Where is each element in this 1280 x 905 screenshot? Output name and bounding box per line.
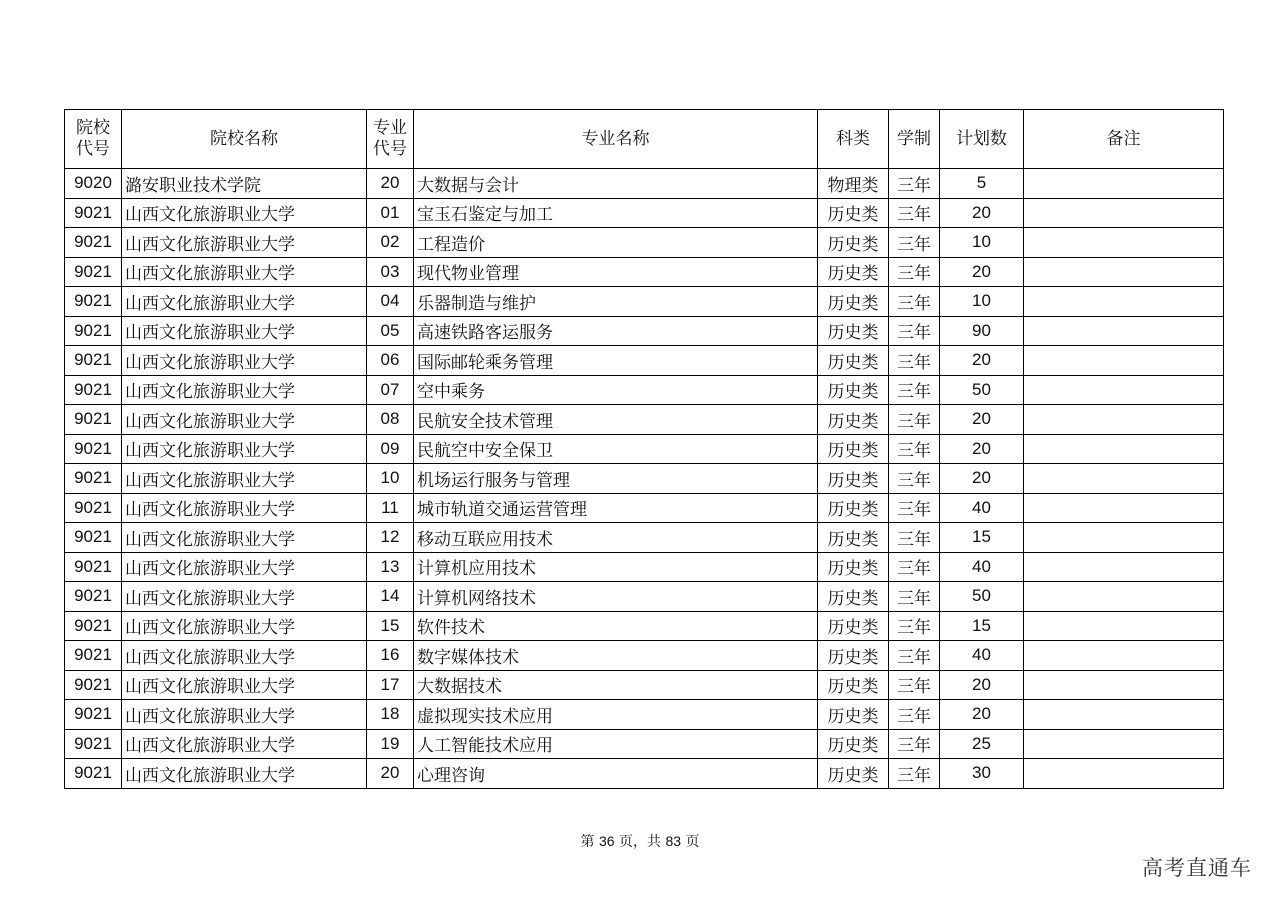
cell-remark (1024, 552, 1224, 582)
cell-major-name: 乐器制造与维护 (414, 287, 818, 317)
table-row (65, 552, 1224, 582)
cell-major-code: 16 (367, 641, 414, 671)
cell-school-code: 9021 (65, 729, 122, 759)
cell-remark (1024, 611, 1224, 641)
cell-plan: 30 (940, 759, 1024, 789)
cell-school-code: 9021 (65, 523, 122, 553)
cell-major-name: 城市轨道交通运营管理 (414, 493, 818, 523)
cell-major-name: 民航安全技术管理 (414, 405, 818, 435)
cell-duration: 三年 (889, 346, 940, 376)
cell-plan: 20 (940, 434, 1024, 464)
cell-major-name: 高速铁路客运服务 (414, 316, 818, 346)
cell-school-code: 9021 (65, 700, 122, 730)
header-remark: 备注 (1024, 110, 1224, 169)
cell-major-code: 17 (367, 670, 414, 700)
cell-major-code: 02 (367, 228, 414, 258)
footer-middle: 页，共 (614, 834, 666, 850)
cell-school-code: 9021 (65, 611, 122, 641)
cell-plan: 20 (940, 670, 1024, 700)
cell-major-name: 机场运行服务与管理 (414, 464, 818, 494)
cell-major-name: 软件技术 (414, 611, 818, 641)
cell-school-name: 山西文化旅游职业大学 (122, 670, 367, 700)
cell-category: 历史类 (818, 405, 889, 435)
cell-duration: 三年 (889, 287, 940, 317)
header-school-code: 院校 代号 (65, 110, 122, 169)
table-row (65, 169, 1224, 199)
cell-major-code: 15 (367, 611, 414, 641)
cell-school-code: 9021 (65, 464, 122, 494)
cell-major-code: 06 (367, 346, 414, 376)
cell-school-name: 山西文化旅游职业大学 (122, 729, 367, 759)
cell-remark (1024, 582, 1224, 612)
header-major-code: 专业 代号 (367, 110, 414, 169)
cell-remark (1024, 257, 1224, 287)
cell-major-code: 08 (367, 405, 414, 435)
footer-total-pages: 83 (665, 833, 682, 849)
cell-duration: 三年 (889, 641, 940, 671)
cell-category: 历史类 (818, 316, 889, 346)
cell-plan: 20 (940, 700, 1024, 730)
cell-school-code: 9021 (65, 434, 122, 464)
header-duration: 学制 (889, 110, 940, 169)
cell-school-name: 山西文化旅游职业大学 (122, 405, 367, 435)
cell-school-code: 9021 (65, 198, 122, 228)
cell-school-name: 山西文化旅游职业大学 (122, 464, 367, 494)
cell-duration: 三年 (889, 552, 940, 582)
table-body (65, 169, 1224, 789)
cell-plan: 50 (940, 582, 1024, 612)
cell-category: 历史类 (818, 611, 889, 641)
cell-duration: 三年 (889, 405, 940, 435)
table-row (65, 228, 1224, 258)
cell-school-name: 潞安职业技术学院 (122, 169, 367, 199)
cell-school-name: 山西文化旅游职业大学 (122, 198, 367, 228)
cell-remark (1024, 169, 1224, 199)
cell-category: 历史类 (818, 228, 889, 258)
cell-category: 历史类 (818, 729, 889, 759)
cell-remark (1024, 405, 1224, 435)
cell-duration: 三年 (889, 493, 940, 523)
cell-duration: 三年 (889, 257, 940, 287)
cell-school-code: 9021 (65, 375, 122, 405)
cell-remark (1024, 434, 1224, 464)
cell-major-name: 人工智能技术应用 (414, 729, 818, 759)
table-row (65, 405, 1224, 435)
cell-school-code: 9021 (65, 641, 122, 671)
cell-category: 历史类 (818, 198, 889, 228)
table-row (65, 198, 1224, 228)
cell-remark (1024, 641, 1224, 671)
cell-category: 历史类 (818, 700, 889, 730)
cell-category: 历史类 (818, 670, 889, 700)
cell-duration: 三年 (889, 700, 940, 730)
table-header-row (65, 110, 1224, 169)
cell-major-code: 09 (367, 434, 414, 464)
cell-plan: 50 (940, 375, 1024, 405)
cell-school-code: 9021 (65, 257, 122, 287)
cell-remark (1024, 493, 1224, 523)
table-row (65, 759, 1224, 789)
cell-duration: 三年 (889, 670, 940, 700)
cell-duration: 三年 (889, 316, 940, 346)
cell-school-code: 9021 (65, 316, 122, 346)
cell-category: 历史类 (818, 493, 889, 523)
cell-school-name: 山西文化旅游职业大学 (122, 316, 367, 346)
table-row (65, 346, 1224, 376)
cell-major-code: 20 (367, 759, 414, 789)
cell-major-name: 虚拟现实技术应用 (414, 700, 818, 730)
cell-remark (1024, 198, 1224, 228)
cell-school-code: 9021 (65, 759, 122, 789)
cell-duration: 三年 (889, 611, 940, 641)
cell-remark (1024, 375, 1224, 405)
cell-school-code: 9021 (65, 287, 122, 317)
cell-plan: 40 (940, 641, 1024, 671)
cell-remark (1024, 346, 1224, 376)
cell-school-code: 9021 (65, 346, 122, 376)
cell-category: 历史类 (818, 287, 889, 317)
cell-major-name: 民航空中安全保卫 (414, 434, 818, 464)
cell-school-code: 9021 (65, 582, 122, 612)
cell-major-code: 11 (367, 493, 414, 523)
table-row (65, 611, 1224, 641)
cell-plan: 15 (940, 611, 1024, 641)
cell-major-name: 工程造价 (414, 228, 818, 258)
cell-school-name: 山西文化旅游职业大学 (122, 641, 367, 671)
header-major-name: 专业名称 (414, 110, 818, 169)
cell-major-code: 04 (367, 287, 414, 317)
cell-major-code: 14 (367, 582, 414, 612)
cell-remark (1024, 729, 1224, 759)
cell-school-name: 山西文化旅游职业大学 (122, 346, 367, 376)
table-row (65, 257, 1224, 287)
cell-plan: 5 (940, 169, 1024, 199)
cell-major-code: 07 (367, 375, 414, 405)
table-row (65, 375, 1224, 405)
cell-major-name: 空中乘务 (414, 375, 818, 405)
cell-school-name: 山西文化旅游职业大学 (122, 552, 367, 582)
cell-remark (1024, 287, 1224, 317)
table-row (65, 670, 1224, 700)
table-row (65, 729, 1224, 759)
cell-major-code: 12 (367, 523, 414, 553)
cell-category: 历史类 (818, 434, 889, 464)
cell-school-code: 9020 (65, 169, 122, 199)
table-row (65, 700, 1224, 730)
table-row (65, 641, 1224, 671)
cell-major-name: 国际邮轮乘务管理 (414, 346, 818, 376)
table-row (65, 316, 1224, 346)
header-category: 科类 (818, 110, 889, 169)
enrollment-plan-table (64, 109, 1224, 789)
cell-duration: 三年 (889, 523, 940, 553)
cell-category: 物理类 (818, 169, 889, 199)
cell-school-name: 山西文化旅游职业大学 (122, 257, 367, 287)
page-footer (0, 831, 1280, 851)
cell-duration: 三年 (889, 759, 940, 789)
cell-category: 历史类 (818, 346, 889, 376)
cell-duration: 三年 (889, 729, 940, 759)
cell-category: 历史类 (818, 582, 889, 612)
cell-category: 历史类 (818, 641, 889, 671)
cell-category: 历史类 (818, 464, 889, 494)
cell-school-name: 山西文化旅游职业大学 (122, 228, 367, 258)
cell-remark (1024, 670, 1224, 700)
cell-major-name: 计算机网络技术 (414, 582, 818, 612)
cell-plan: 20 (940, 257, 1024, 287)
cell-major-code: 18 (367, 700, 414, 730)
table-row (65, 464, 1224, 494)
cell-duration: 三年 (889, 434, 940, 464)
cell-major-name: 宝玉石鉴定与加工 (414, 198, 818, 228)
cell-school-code: 9021 (65, 670, 122, 700)
cell-major-code: 05 (367, 316, 414, 346)
header-plan: 计划数 (940, 110, 1024, 169)
cell-plan: 10 (940, 287, 1024, 317)
cell-major-name: 移动互联应用技术 (414, 523, 818, 553)
cell-major-code: 01 (367, 198, 414, 228)
cell-school-code: 9021 (65, 228, 122, 258)
cell-major-code: 19 (367, 729, 414, 759)
cell-plan: 40 (940, 552, 1024, 582)
cell-plan: 15 (940, 523, 1024, 553)
watermark: 高考直通车 (1142, 856, 1252, 880)
cell-school-code: 9021 (65, 493, 122, 523)
cell-school-name: 山西文化旅游职业大学 (122, 611, 367, 641)
cell-school-name: 山西文化旅游职业大学 (122, 434, 367, 464)
cell-major-name: 大数据技术 (414, 670, 818, 700)
cell-category: 历史类 (818, 523, 889, 553)
cell-major-code: 20 (367, 169, 414, 199)
cell-category: 历史类 (818, 759, 889, 789)
cell-major-name: 计算机应用技术 (414, 552, 818, 582)
cell-remark (1024, 228, 1224, 258)
cell-major-name: 数字媒体技术 (414, 641, 818, 671)
cell-plan: 20 (940, 346, 1024, 376)
footer-prefix: 第 (580, 834, 599, 850)
header-school-name: 院校名称 (122, 110, 367, 169)
table-row (65, 434, 1224, 464)
cell-remark (1024, 523, 1224, 553)
cell-remark (1024, 316, 1224, 346)
cell-category: 历史类 (818, 552, 889, 582)
cell-duration: 三年 (889, 198, 940, 228)
cell-school-name: 山西文化旅游职业大学 (122, 493, 367, 523)
cell-category: 历史类 (818, 375, 889, 405)
cell-school-name: 山西文化旅游职业大学 (122, 287, 367, 317)
cell-plan: 90 (940, 316, 1024, 346)
table-row (65, 493, 1224, 523)
cell-school-code: 9021 (65, 552, 122, 582)
footer-page-number: 36 (598, 833, 615, 849)
cell-major-code: 03 (367, 257, 414, 287)
cell-duration: 三年 (889, 228, 940, 258)
cell-plan: 20 (940, 198, 1024, 228)
cell-major-name: 现代物业管理 (414, 257, 818, 287)
cell-remark (1024, 700, 1224, 730)
cell-plan: 10 (940, 228, 1024, 258)
cell-duration: 三年 (889, 375, 940, 405)
cell-major-code: 10 (367, 464, 414, 494)
footer-suffix: 页 (681, 834, 700, 850)
cell-duration: 三年 (889, 464, 940, 494)
cell-remark (1024, 464, 1224, 494)
cell-major-name: 大数据与会计 (414, 169, 818, 199)
cell-plan: 20 (940, 464, 1024, 494)
cell-plan: 20 (940, 405, 1024, 435)
cell-duration: 三年 (889, 582, 940, 612)
cell-school-name: 山西文化旅游职业大学 (122, 700, 367, 730)
cell-major-code: 13 (367, 552, 414, 582)
cell-school-name: 山西文化旅游职业大学 (122, 523, 367, 553)
cell-school-name: 山西文化旅游职业大学 (122, 759, 367, 789)
table-row (65, 287, 1224, 317)
cell-remark (1024, 759, 1224, 789)
cell-duration: 三年 (889, 169, 940, 199)
cell-major-name: 心理咨询 (414, 759, 818, 789)
cell-school-name: 山西文化旅游职业大学 (122, 375, 367, 405)
cell-school-name: 山西文化旅游职业大学 (122, 582, 367, 612)
cell-school-code: 9021 (65, 405, 122, 435)
table-row (65, 582, 1224, 612)
cell-plan: 40 (940, 493, 1024, 523)
cell-plan: 25 (940, 729, 1024, 759)
table-row (65, 523, 1224, 553)
cell-category: 历史类 (818, 257, 889, 287)
